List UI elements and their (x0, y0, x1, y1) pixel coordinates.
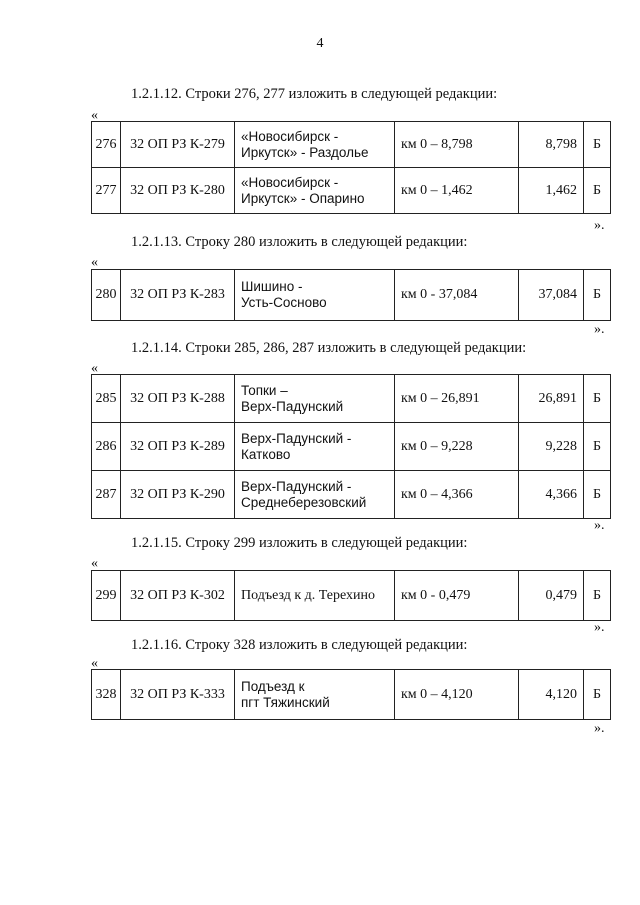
road-name-line2: Среднеберезовский (241, 494, 367, 510)
road-category: Б (584, 168, 611, 214)
road-name-line2: Иркутск» - Опарино (241, 190, 365, 206)
km-range: км 0 – 9,228 (395, 423, 519, 471)
road-name-line1: «Новосибирск - (241, 174, 339, 190)
table-row (92, 571, 611, 621)
road-length: 4,366 (519, 471, 584, 519)
open-quote: « (91, 255, 98, 270)
close-quote: ». (594, 721, 605, 736)
road-category: Б (584, 122, 611, 168)
road-name (235, 375, 395, 423)
km-range: км 0 - 0,479 (395, 571, 519, 621)
row-number: 280 (92, 270, 121, 321)
section-heading: 1.2.1.13. Строку 280 изложить в следующей редакции: (131, 234, 468, 250)
road-code: 32 ОП РЗ К-290 (121, 471, 235, 519)
road-name-line1: Подъезд к д. Терехино (241, 587, 376, 603)
table-row (92, 122, 611, 168)
row-number: 276 (92, 122, 121, 168)
table-row (92, 168, 611, 214)
close-quote: ». (594, 322, 605, 337)
km-range: км 0 – 8,798 (395, 122, 519, 168)
km-range: км 0 – 26,891 (395, 375, 519, 423)
road-name-line1: Шишино - (241, 279, 303, 294)
section-heading: 1.2.1.16. Строку 328 изложить в следующей редакции: (131, 637, 468, 653)
road-length: 4,120 (519, 670, 584, 720)
road-name (235, 122, 395, 168)
page-number: 4 (316, 36, 324, 51)
section-heading: 1.2.1.12. Строки 276, 277 изложить в следующей редакции: (131, 86, 498, 102)
section-heading: 1.2.1.15. Строку 299 изложить в следующей редакции: (131, 535, 468, 551)
row-number: 299 (92, 571, 121, 621)
road-code: 32 ОП РЗ К-279 (121, 122, 235, 168)
road-name (235, 670, 395, 720)
road-length: 0,479 (519, 571, 584, 621)
road-code: 32 ОП РЗ К-333 (121, 670, 235, 720)
road-category: Б (584, 471, 611, 519)
roads-table (91, 269, 611, 321)
open-quote: « (91, 361, 98, 376)
row-number: 328 (92, 670, 121, 720)
km-range: км 0 - 37,084 (395, 270, 519, 321)
table-row (92, 471, 611, 519)
road-code: 32 ОП РЗ К-283 (121, 270, 235, 321)
road-name-line2: Усть-Сосново (241, 295, 327, 310)
road-code: 32 ОП РЗ К-280 (121, 168, 235, 214)
road-name-line2: Иркутск» - Раздолье (241, 144, 369, 160)
road-name (235, 168, 395, 214)
road-category: Б (584, 375, 611, 423)
close-quote: ». (594, 518, 605, 533)
open-quote: « (91, 556, 98, 571)
road-code: 32 ОП РЗ К-302 (121, 571, 235, 621)
road-category: Б (584, 670, 611, 720)
roads-table (91, 374, 611, 519)
road-code: 32 ОП РЗ К-289 (121, 423, 235, 471)
road-code: 32 ОП РЗ К-288 (121, 375, 235, 423)
km-range: км 0 – 4,120 (395, 670, 519, 720)
road-name-line1: Верх-Падунский - (241, 430, 352, 446)
road-name-line1: Верх-Падунский - (241, 478, 352, 494)
road-category: Б (584, 270, 611, 321)
road-name-line1: «Новосибирск - (241, 128, 339, 144)
roads-table (91, 570, 611, 621)
road-category: Б (584, 423, 611, 471)
road-name-line1: Топки – (241, 382, 288, 398)
road-length: 37,084 (519, 270, 584, 321)
row-number: 277 (92, 168, 121, 214)
road-length: 8,798 (519, 122, 584, 168)
road-name-line2: Верх-Падунский (241, 398, 344, 414)
table-row (92, 375, 611, 423)
section-heading: 1.2.1.14. Строки 285, 286, 287 изложить в следующей редакции: (131, 340, 527, 356)
open-quote: « (91, 656, 98, 671)
row-number: 285 (92, 375, 121, 423)
table-row (92, 670, 611, 720)
km-range: км 0 – 1,462 (395, 168, 519, 214)
close-quote: ». (594, 620, 605, 635)
km-range: км 0 – 4,366 (395, 471, 519, 519)
road-length: 9,228 (519, 423, 584, 471)
road-name-line2: пгт Тяжинский (241, 694, 330, 710)
road-name (235, 471, 395, 519)
road-name-line2: Катково (241, 446, 291, 462)
road-length: 26,891 (519, 375, 584, 423)
row-number: 286 (92, 423, 121, 471)
road-name (235, 270, 395, 321)
close-quote: ». (594, 218, 605, 233)
road-name (235, 571, 395, 621)
table-row (92, 423, 611, 471)
road-category: Б (584, 571, 611, 621)
table-row (92, 270, 611, 321)
row-number: 287 (92, 471, 121, 519)
roads-table (91, 669, 611, 720)
roads-table (91, 121, 611, 214)
road-name (235, 423, 395, 471)
road-name-line1: Подъезд к (241, 678, 305, 694)
road-length: 1,462 (519, 168, 584, 214)
open-quote: « (91, 108, 98, 123)
